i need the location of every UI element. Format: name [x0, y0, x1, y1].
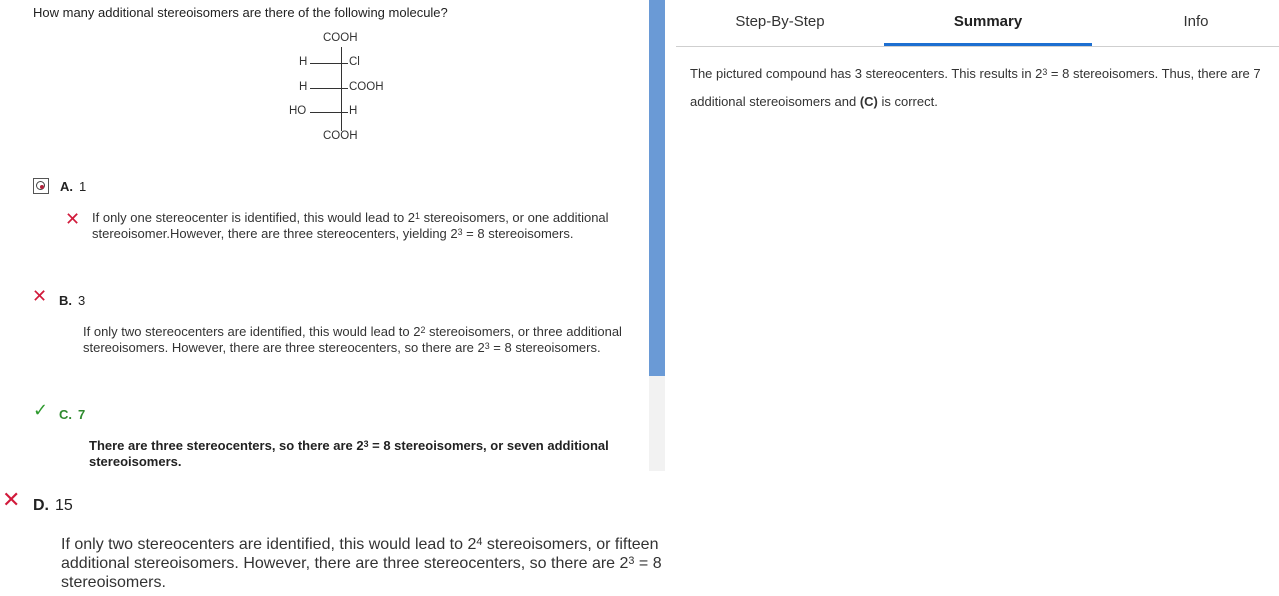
option-a-explanation: If only one stereocenter is identified, this would lead to $2^1$ stereoisomers, or one additional stereoisomer.However, there are three stereocenters, yielding $2^3 = 8$ stereoisomers.	[92, 210, 609, 241]
mol-row3-right: H	[349, 105, 358, 117]
option-d-value: 15	[55, 497, 73, 514]
option-b-value: 3	[78, 293, 86, 308]
tab-summary[interactable]: Summary	[953, 13, 1023, 30]
option-d-explanation: If only two stereocenters are identified, this would lead to $2^4$ stereoisomers, or fifteen additional stereoisomers. However, there are three stereocenters, so there are $2^3 = 8$ stereoisomers.	[61, 536, 662, 591]
tab-info[interactable]: Info	[1183, 13, 1209, 30]
question-text: How many additional stereoisomers are there of the following molecule?	[33, 5, 448, 20]
option-c-explanation: There are three stereocenters, so there are $2^3 = 8$ stereoisomers, or seven additional stereoisomers.	[89, 438, 609, 469]
option-a-value: 1	[79, 179, 87, 194]
check-mark-icon: ✓	[33, 400, 49, 421]
option-a[interactable]	[60, 179, 86, 194]
mol-top-group: COOH	[323, 32, 358, 44]
option-c-value: 7	[78, 407, 86, 422]
option-d[interactable]	[33, 497, 73, 515]
x-mark-icon: ✕	[65, 209, 81, 230]
mol-row2-right: COOH	[349, 81, 384, 93]
tab-divider	[676, 46, 1279, 47]
option-b-letter: B.	[59, 293, 72, 308]
option-c[interactable]	[59, 407, 85, 422]
mol-row1-left: H	[299, 56, 308, 68]
radio-selected-icon[interactable]	[33, 178, 49, 194]
option-a-letter: A.	[60, 179, 73, 194]
x-mark-icon: ✕	[2, 488, 21, 513]
tab-step-by-step[interactable]: Step-By-Step	[735, 13, 825, 30]
mol-row2-left: H	[299, 81, 308, 93]
option-b-explanation: If only two stereocenters are identified, this would lead to $2^2$ stereoisomers, or three additional stereoisomers. However, there are three stereocenters, so there are $2^3 = 8$ stereoisomers.	[83, 324, 622, 355]
scrollbar-thumb[interactable]	[649, 0, 665, 376]
fischer-projection	[282, 28, 412, 148]
mol-row3-left: HO	[289, 105, 307, 117]
mol-bottom-group: COOH	[323, 130, 358, 142]
summary-text: The pictured compound has 3 stereocenters. This results in $2^3 = 8$ stereoisomers. Thus, there are 7 additional stereoisomers and (C) is correct.	[690, 66, 1261, 109]
x-mark-icon: ✕	[32, 286, 48, 307]
option-b[interactable]	[59, 293, 85, 308]
option-c-letter: C.	[59, 407, 72, 422]
option-d-letter: D.	[33, 497, 49, 514]
mol-row1-right: Cl	[349, 56, 360, 68]
